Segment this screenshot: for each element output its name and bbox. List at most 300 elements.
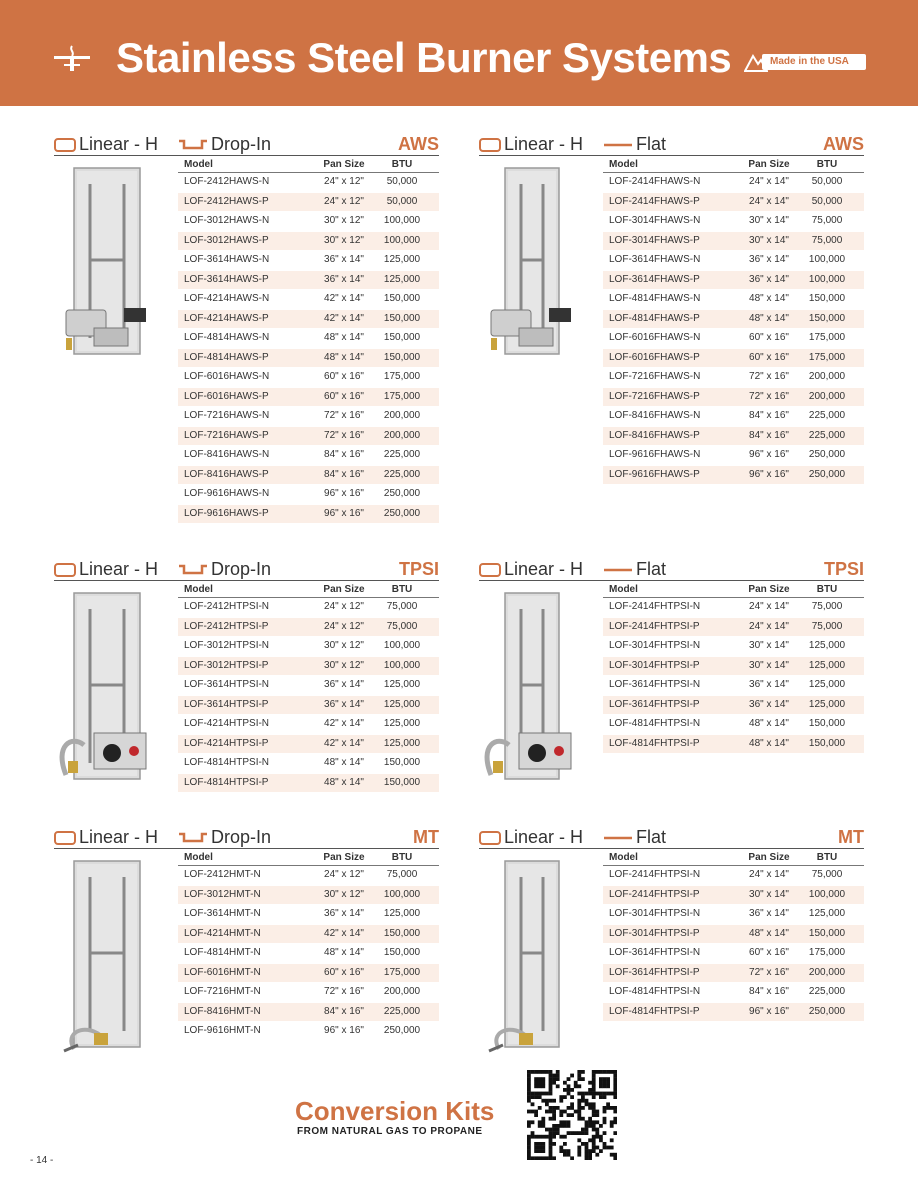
table-row [178, 1003, 439, 1023]
btu-cell: 125,000 [383, 698, 421, 710]
table-row [178, 925, 439, 945]
ignition-code: MT [413, 827, 439, 847]
spec-table [603, 581, 864, 754]
btu-cell: 150,000 [808, 293, 846, 304]
pan-size-cell: 60" x 16" [749, 351, 789, 363]
pan-size-cell: 30" x 12" [324, 888, 364, 900]
btu-cell: 100,000 [383, 659, 421, 671]
btu-cell: 125,000 [808, 640, 846, 651]
pan-size-cell: 30" x 14" [749, 888, 789, 900]
table-row [178, 446, 439, 466]
model-cell: LOF-3014FHTPSI-N [609, 640, 701, 651]
ignition-code: MT [838, 827, 864, 847]
pan-size-cell: 24" x 14" [749, 869, 789, 880]
table-row [178, 173, 439, 193]
model-cell: LOF-3614FHTPSI-N [609, 947, 701, 958]
pan-size-cell: 72" x 16" [749, 390, 789, 402]
column-header-model: Model [609, 852, 638, 863]
column-header-btu: BTU [391, 584, 413, 595]
table-row [178, 232, 439, 252]
pan-size-cell: 48" x 14" [749, 927, 789, 939]
btu-cell: 50,000 [386, 195, 418, 207]
table-row [603, 173, 864, 193]
model-cell: LOF-3012HTPSI-P [184, 659, 269, 671]
model-cell: LOF-8416HAWS-N [184, 449, 270, 460]
model-cell: LOF-3614HAWS-N [184, 254, 270, 265]
flat-pan-icon [603, 138, 633, 152]
column-header-btu: BTU [816, 159, 838, 170]
model-cell: LOF-2414FHAWS-P [609, 195, 700, 207]
drop-in-pan-icon [178, 138, 208, 152]
usa-badge-text: Made in the USA [770, 56, 849, 67]
model-cell: LOF-4814HAWS-P [184, 351, 269, 363]
model-cell: LOF-3614FHAWS-N [609, 254, 701, 265]
model-cell: LOF-6016FHAWS-N [609, 332, 701, 343]
btu-cell: 150,000 [383, 312, 421, 324]
model-cell: LOF-4814FHTPSI-P [609, 1005, 700, 1017]
table-row [178, 735, 439, 755]
section-dropin-tpsi [54, 559, 439, 788]
btu-cell: 150,000 [808, 927, 846, 939]
model-cell: LOF-4214HAWS-N [184, 293, 270, 304]
column-header-btu: BTU [816, 584, 838, 595]
pan-size-cell: 42" x 14" [324, 718, 364, 729]
btu-cell: 250,000 [808, 1005, 846, 1017]
table-row [178, 1022, 439, 1042]
table-row [178, 754, 439, 774]
model-cell: LOF-3012HAWS-N [184, 215, 270, 226]
model-cell: LOF-4214HMT-N [184, 927, 261, 939]
btu-cell: 75,000 [386, 869, 418, 880]
btu-cell: 125,000 [383, 679, 421, 690]
pan-size-cell: 84" x 16" [324, 449, 364, 460]
table-header [178, 849, 439, 866]
column-header-btu: BTU [391, 852, 413, 863]
column-header-pan-size: Pan Size [323, 852, 365, 863]
column-header-model: Model [184, 159, 213, 170]
table-row [603, 466, 864, 486]
table-row [178, 271, 439, 291]
section-header [54, 827, 439, 849]
table-row [178, 329, 439, 349]
table-row [178, 964, 439, 984]
btu-cell: 225,000 [808, 986, 846, 997]
pan-size-cell: 72" x 16" [324, 986, 364, 997]
btu-cell: 150,000 [383, 947, 421, 958]
pan-size-cell: 42" x 14" [324, 737, 364, 749]
model-cell: LOF-9616HAWS-P [184, 507, 269, 519]
ignition-code: AWS [397, 134, 439, 154]
btu-cell: 150,000 [383, 927, 421, 939]
btu-cell: 250,000 [808, 449, 846, 460]
pan-type-label: Drop-In [211, 827, 272, 847]
btu-cell: 150,000 [383, 293, 421, 304]
pan-size-cell: 36" x 14" [324, 908, 364, 919]
btu-cell: 150,000 [383, 776, 421, 788]
table-row [603, 715, 864, 735]
model-cell: LOF-2414FHTPSI-P [609, 620, 700, 632]
column-header-pan-size: Pan Size [323, 159, 365, 170]
pan-type-label: Flat [636, 827, 667, 847]
model-cell: LOF-3614HTPSI-N [184, 679, 270, 690]
pan-size-cell: 72" x 16" [749, 371, 789, 382]
model-cell: LOF-2412HAWS-N [184, 176, 270, 187]
table-row [603, 657, 864, 677]
pan-size-cell: 36" x 14" [324, 254, 364, 265]
pan-size-cell: 48" x 14" [749, 293, 789, 304]
btu-cell: 175,000 [808, 947, 846, 958]
btu-cell: 225,000 [808, 429, 846, 441]
btu-cell: 125,000 [808, 659, 846, 671]
model-cell: LOF-7216HAWS-N [184, 410, 270, 421]
pan-size-cell: 60" x 16" [749, 332, 789, 343]
section-flat-tpsi [479, 559, 864, 749]
ignition-code: AWS [822, 134, 864, 154]
table-row [603, 866, 864, 886]
model-cell: LOF-6016HAWS-N [184, 371, 270, 382]
btu-cell: 150,000 [383, 757, 421, 768]
tray-icon [479, 831, 501, 845]
flat-pan-icon [603, 563, 633, 577]
pan-size-cell: 30" x 14" [749, 659, 789, 671]
btu-cell: 200,000 [383, 429, 421, 441]
table-row [603, 905, 864, 925]
table-row [178, 774, 439, 794]
model-cell: LOF-9616HAWS-N [184, 488, 270, 499]
page-number: - 14 - [30, 1155, 54, 1166]
column-header-pan-size: Pan Size [323, 584, 365, 595]
pan-size-cell: 84" x 16" [749, 986, 789, 997]
model-cell: LOF-2414FHTPSI-P [609, 888, 700, 900]
column-header-model: Model [609, 584, 638, 595]
table-row [178, 886, 439, 906]
pan-size-cell: 48" x 14" [324, 776, 364, 788]
column-header-model: Model [184, 852, 213, 863]
btu-cell: 175,000 [383, 371, 421, 382]
model-cell: LOF-4814FHAWS-N [609, 293, 701, 304]
btu-cell: 225,000 [808, 410, 846, 421]
btu-cell: 100,000 [808, 254, 846, 265]
pan-size-cell: 42" x 14" [324, 312, 364, 324]
model-cell: LOF-9616FHAWS-P [609, 468, 700, 480]
model-cell: LOF-9616FHAWS-N [609, 449, 701, 460]
column-header-model: Model [609, 159, 638, 170]
model-cell: LOF-6016HAWS-P [184, 390, 269, 402]
burner-shape-label: Linear - H [504, 827, 584, 847]
pan-size-cell: 30" x 14" [749, 234, 789, 246]
table-row [178, 618, 439, 638]
pan-size-cell: 36" x 14" [324, 679, 364, 690]
model-cell: LOF-2414FHTPSI-N [609, 869, 701, 880]
btu-cell: 75,000 [386, 620, 418, 632]
column-header-btu: BTU [391, 159, 413, 170]
pan-size-cell: 30" x 12" [324, 234, 364, 246]
btu-cell: 125,000 [383, 908, 421, 919]
table-row [603, 598, 864, 618]
model-cell: LOF-8416FHAWS-P [609, 429, 700, 441]
btu-cell: 175,000 [808, 332, 846, 343]
table-row [178, 427, 439, 447]
btu-cell: 100,000 [808, 273, 846, 285]
model-cell: LOF-3614FHTPSI-N [609, 679, 701, 690]
table-row [603, 329, 864, 349]
section-header [479, 134, 864, 156]
btu-cell: 200,000 [383, 410, 421, 421]
table-row [603, 368, 864, 388]
btu-cell: 175,000 [383, 966, 421, 978]
model-cell: LOF-7216FHAWS-N [609, 371, 701, 382]
pan-size-cell: 30" x 12" [324, 215, 364, 226]
model-cell: LOF-3014FHTPSI-N [609, 908, 701, 919]
qr-code-icon[interactable] [527, 1070, 617, 1160]
model-cell: LOF-2412HAWS-P [184, 195, 269, 207]
pan-size-cell: 30" x 12" [324, 640, 364, 651]
btu-cell: 75,000 [811, 620, 843, 632]
btu-cell: 200,000 [808, 966, 846, 978]
btu-cell: 100,000 [383, 215, 421, 226]
btu-cell: 75,000 [811, 869, 843, 880]
table-row [603, 232, 864, 252]
model-cell: LOF-4814FHTPSI-P [609, 737, 700, 749]
pan-size-cell: 24" x 12" [324, 195, 364, 207]
btu-cell: 150,000 [808, 737, 846, 749]
drop-in-pan-icon [178, 831, 208, 845]
product-image [479, 853, 603, 1053]
table-row [178, 696, 439, 716]
table-row [603, 676, 864, 696]
model-cell: LOF-3014FHTPSI-P [609, 927, 700, 939]
table-header [178, 581, 439, 598]
model-cell: LOF-2412HTPSI-N [184, 601, 270, 612]
model-cell: LOF-2414FHAWS-N [609, 176, 701, 187]
pan-type-label: Flat [636, 134, 667, 154]
model-cell: LOF-4814HTPSI-P [184, 776, 269, 788]
spec-table [178, 156, 439, 524]
table-row [178, 983, 439, 1003]
section-header [479, 827, 864, 849]
table-row [178, 598, 439, 618]
made-in-usa-badge [744, 52, 866, 72]
pan-size-cell: 36" x 14" [324, 273, 364, 285]
product-image [479, 585, 603, 785]
table-row [603, 427, 864, 447]
column-header-btu: BTU [816, 852, 838, 863]
model-cell: LOF-7216FHAWS-P [609, 390, 700, 402]
pan-size-cell: 42" x 14" [324, 293, 364, 304]
pan-size-cell: 48" x 14" [749, 737, 789, 749]
btu-cell: 100,000 [383, 640, 421, 651]
btu-cell: 75,000 [386, 601, 418, 612]
pan-size-cell: 48" x 14" [749, 718, 789, 729]
table-row [178, 290, 439, 310]
btu-cell: 200,000 [383, 986, 421, 997]
table-row [603, 271, 864, 291]
model-cell: LOF-4814FHTPSI-N [609, 718, 701, 729]
model-cell: LOF-6016FHAWS-P [609, 351, 700, 363]
column-header-pan-size: Pan Size [748, 159, 790, 170]
table-row [603, 983, 864, 1003]
model-cell: LOF-3012HTPSI-N [184, 640, 270, 651]
table-row [603, 964, 864, 984]
table-row [178, 637, 439, 657]
btu-cell: 125,000 [383, 273, 421, 285]
model-cell: LOF-4814FHAWS-P [609, 312, 700, 324]
model-cell: LOF-4814HAWS-N [184, 332, 270, 343]
table-row [178, 485, 439, 505]
model-cell: LOF-7216HAWS-P [184, 429, 269, 441]
table-row [603, 251, 864, 271]
model-cell: LOF-4814FHTPSI-N [609, 986, 701, 997]
section-dropin-mt [54, 827, 439, 1036]
table-row [178, 349, 439, 369]
section-flat-mt [479, 827, 864, 1017]
pan-size-cell: 60" x 16" [324, 371, 364, 382]
table-row [603, 618, 864, 638]
pan-size-cell: 24" x 14" [749, 620, 789, 632]
tray-icon [54, 138, 76, 152]
btu-cell: 150,000 [383, 351, 421, 363]
pan-size-cell: 84" x 16" [749, 429, 789, 441]
pan-size-cell: 30" x 14" [749, 215, 789, 226]
pan-size-cell: 36" x 14" [749, 908, 789, 919]
tray-icon [479, 563, 501, 577]
table-row [603, 388, 864, 408]
pan-size-cell: 96" x 16" [324, 507, 364, 519]
btu-cell: 250,000 [383, 507, 421, 519]
table-row [178, 193, 439, 213]
pan-type-label: Flat [636, 559, 667, 579]
model-cell: LOF-7216HMT-N [184, 986, 261, 997]
pan-size-cell: 96" x 16" [324, 1025, 364, 1036]
pan-size-cell: 24" x 12" [324, 620, 364, 632]
table-row [603, 310, 864, 330]
table-row [178, 407, 439, 427]
model-cell: LOF-3014FHTPSI-P [609, 659, 700, 671]
table-row [603, 886, 864, 906]
pan-size-cell: 96" x 16" [749, 468, 789, 480]
model-cell: LOF-4214HAWS-P [184, 312, 269, 324]
pan-size-cell: 36" x 14" [324, 698, 364, 710]
table-row [603, 1003, 864, 1023]
pan-size-cell: 48" x 14" [324, 351, 364, 363]
pan-size-cell: 42" x 14" [324, 927, 364, 939]
pan-size-cell: 24" x 12" [324, 176, 364, 187]
model-cell: LOF-4814HTPSI-N [184, 757, 270, 768]
table-row [178, 388, 439, 408]
tray-icon [54, 563, 76, 577]
spec-table [178, 849, 439, 1042]
btu-cell: 225,000 [383, 468, 421, 480]
model-cell: LOF-3614HTPSI-P [184, 698, 269, 710]
btu-cell: 125,000 [808, 679, 846, 690]
model-cell: LOF-4214HTPSI-P [184, 737, 269, 749]
btu-cell: 175,000 [808, 351, 846, 363]
pan-size-cell: 24" x 12" [324, 601, 364, 612]
spec-table [178, 581, 439, 793]
model-cell: LOF-3012HMT-N [184, 888, 261, 900]
table-row [603, 407, 864, 427]
pan-size-cell: 36" x 14" [749, 273, 789, 285]
pan-size-cell: 96" x 16" [749, 1005, 789, 1017]
table-row [603, 944, 864, 964]
btu-cell: 125,000 [808, 908, 846, 919]
ignition-code: TPSI [398, 559, 439, 579]
conversion-kits-title: Conversion Kits [295, 1096, 495, 1126]
btu-cell: 200,000 [808, 390, 846, 402]
model-cell: LOF-6016HMT-N [184, 966, 261, 978]
spec-table [603, 156, 864, 485]
table-row [603, 637, 864, 657]
table-row [178, 212, 439, 232]
burner-logo-icon [50, 40, 94, 76]
drop-in-pan-icon [178, 563, 208, 577]
section-header [479, 559, 864, 581]
table-header [603, 156, 864, 173]
pan-size-cell: 36" x 14" [749, 679, 789, 690]
pan-size-cell: 72" x 16" [324, 429, 364, 441]
btu-cell: 250,000 [808, 468, 846, 480]
pan-size-cell: 72" x 16" [749, 966, 789, 978]
btu-cell: 225,000 [383, 449, 421, 460]
table-row [603, 290, 864, 310]
pan-size-cell: 48" x 14" [324, 757, 364, 768]
table-row [178, 251, 439, 271]
table-row [178, 505, 439, 525]
table-header [603, 849, 864, 866]
table-row [178, 466, 439, 486]
tray-icon [479, 138, 501, 152]
btu-cell: 75,000 [811, 215, 843, 226]
model-cell: LOF-3614HAWS-P [184, 273, 269, 285]
pan-size-cell: 96" x 16" [324, 488, 364, 499]
conversion-kits-subtitle: FROM NATURAL GAS TO PROPANE [297, 1126, 483, 1137]
pan-size-cell: 24" x 12" [324, 869, 364, 880]
ignition-code: TPSI [823, 559, 864, 579]
model-cell: LOF-8416HMT-N [184, 1005, 261, 1017]
btu-cell: 100,000 [808, 888, 846, 900]
btu-cell: 75,000 [811, 234, 843, 246]
btu-cell: 125,000 [383, 737, 421, 749]
pan-size-cell: 48" x 14" [324, 332, 364, 343]
column-header-model: Model [184, 584, 213, 595]
model-cell: LOF-9616HMT-N [184, 1025, 261, 1036]
table-row [178, 944, 439, 964]
product-image [479, 160, 603, 360]
model-cell: LOF-2412HMT-N [184, 869, 261, 880]
section-flat-aws [479, 134, 864, 480]
btu-cell: 225,000 [383, 1005, 421, 1017]
page-header [0, 0, 918, 106]
table-header [178, 156, 439, 173]
section-header [54, 559, 439, 581]
table-row [178, 657, 439, 677]
table-row [178, 905, 439, 925]
pan-size-cell: 24" x 14" [749, 195, 789, 207]
pan-size-cell: 84" x 16" [324, 468, 364, 480]
burner-shape-label: Linear - H [79, 134, 159, 154]
table-row [603, 696, 864, 716]
table-row [178, 676, 439, 696]
pan-size-cell: 60" x 16" [324, 966, 364, 978]
btu-cell: 100,000 [383, 888, 421, 900]
btu-cell: 250,000 [383, 488, 421, 499]
model-cell: LOF-3014FHAWS-P [609, 234, 700, 246]
pan-size-cell: 60" x 16" [749, 947, 789, 958]
pan-size-cell: 96" x 16" [749, 449, 789, 460]
pan-size-cell: 36" x 14" [749, 698, 789, 710]
pan-size-cell: 48" x 14" [324, 947, 364, 958]
spec-table [603, 849, 864, 1022]
